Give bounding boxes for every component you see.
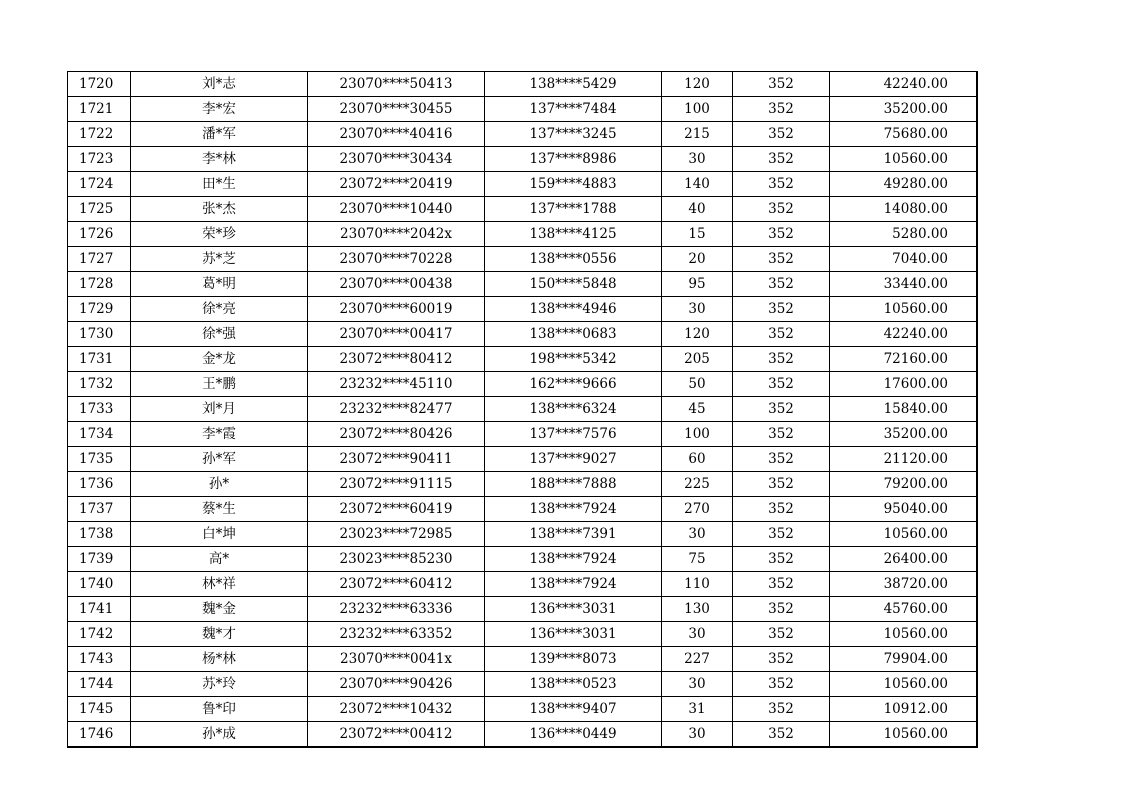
cell-quantity: 20 xyxy=(662,247,733,272)
cell-amount: 10560.00 xyxy=(830,147,978,172)
cell-serial-number: 1723 xyxy=(68,147,131,172)
cell-id-number: 23070****70228 xyxy=(308,247,485,272)
cell-phone: 138****4946 xyxy=(485,297,662,322)
cell-amount: 7040.00 xyxy=(830,247,978,272)
cell-serial-number: 1744 xyxy=(68,672,131,697)
cell-unit-price: 352 xyxy=(733,247,830,272)
cell-id-number: 23072****90411 xyxy=(308,447,485,472)
cell-serial-number: 1740 xyxy=(68,572,131,597)
cell-amount: 38720.00 xyxy=(830,572,978,597)
cell-quantity: 270 xyxy=(662,497,733,522)
cell-id-number: 23070****0041x xyxy=(308,647,485,672)
cell-quantity: 40 xyxy=(662,197,733,222)
cell-phone: 138****7924 xyxy=(485,497,662,522)
cell-serial-number: 1739 xyxy=(68,547,131,572)
cell-id-number: 23070****30455 xyxy=(308,97,485,122)
table-row xyxy=(68,347,978,372)
cell-quantity: 31 xyxy=(662,697,733,722)
cell-id-number: 23232****45110 xyxy=(308,372,485,397)
table-row xyxy=(68,547,978,572)
cell-id-number: 23070****2042x xyxy=(308,222,485,247)
cell-quantity: 30 xyxy=(662,147,733,172)
cell-phone: 137****9027 xyxy=(485,447,662,472)
cell-amount: 75680.00 xyxy=(830,122,978,147)
cell-amount: 14080.00 xyxy=(830,197,978,222)
cell-quantity: 30 xyxy=(662,522,733,547)
cell-name: 潘*军 xyxy=(131,122,308,147)
table-row xyxy=(68,597,978,622)
cell-serial-number: 1731 xyxy=(68,347,131,372)
cell-quantity: 215 xyxy=(662,122,733,147)
table-row xyxy=(68,622,978,647)
cell-unit-price: 352 xyxy=(733,547,830,572)
table-row xyxy=(68,647,978,672)
cell-quantity: 30 xyxy=(662,622,733,647)
cell-id-number: 23070****90426 xyxy=(308,672,485,697)
cell-name: 杨*林 xyxy=(131,647,308,672)
table-row xyxy=(68,72,978,97)
cell-amount: 10560.00 xyxy=(830,672,978,697)
table-row xyxy=(68,247,978,272)
table-row xyxy=(68,672,978,697)
cell-id-number: 23070****00438 xyxy=(308,272,485,297)
cell-id-number: 23232****63336 xyxy=(308,597,485,622)
table-row xyxy=(68,722,978,748)
cell-amount: 35200.00 xyxy=(830,97,978,122)
cell-phone: 138****0683 xyxy=(485,322,662,347)
cell-serial-number: 1743 xyxy=(68,647,131,672)
table-row xyxy=(68,472,978,497)
cell-id-number: 23072****60412 xyxy=(308,572,485,597)
cell-serial-number: 1734 xyxy=(68,422,131,447)
cell-name: 孙* xyxy=(131,472,308,497)
cell-amount: 79200.00 xyxy=(830,472,978,497)
cell-quantity: 120 xyxy=(662,72,733,97)
cell-amount: 5280.00 xyxy=(830,222,978,247)
cell-amount: 10560.00 xyxy=(830,297,978,322)
cell-name: 李*霞 xyxy=(131,422,308,447)
cell-serial-number: 1724 xyxy=(68,172,131,197)
cell-unit-price: 352 xyxy=(733,522,830,547)
cell-unit-price: 352 xyxy=(733,647,830,672)
cell-phone: 139****8073 xyxy=(485,647,662,672)
cell-unit-price: 352 xyxy=(733,97,830,122)
cell-quantity: 227 xyxy=(662,647,733,672)
cell-phone: 150****5848 xyxy=(485,272,662,297)
table-row xyxy=(68,397,978,422)
cell-serial-number: 1728 xyxy=(68,272,131,297)
cell-name: 徐*亮 xyxy=(131,297,308,322)
cell-id-number: 23072****60419 xyxy=(308,497,485,522)
cell-serial-number: 1720 xyxy=(68,72,131,97)
cell-serial-number: 1736 xyxy=(68,472,131,497)
cell-name: 孙*军 xyxy=(131,447,308,472)
cell-serial-number: 1733 xyxy=(68,397,131,422)
cell-id-number: 23072****80426 xyxy=(308,422,485,447)
table-row xyxy=(68,572,978,597)
cell-quantity: 45 xyxy=(662,397,733,422)
cell-name: 荣*珍 xyxy=(131,222,308,247)
cell-name: 苏*芝 xyxy=(131,247,308,272)
cell-quantity: 140 xyxy=(662,172,733,197)
cell-quantity: 130 xyxy=(662,597,733,622)
cell-serial-number: 1725 xyxy=(68,197,131,222)
cell-quantity: 60 xyxy=(662,447,733,472)
cell-amount: 72160.00 xyxy=(830,347,978,372)
cell-serial-number: 1726 xyxy=(68,222,131,247)
cell-amount: 33440.00 xyxy=(830,272,978,297)
cell-unit-price: 352 xyxy=(733,197,830,222)
cell-name: 李*林 xyxy=(131,147,308,172)
cell-unit-price: 352 xyxy=(733,447,830,472)
cell-amount: 17600.00 xyxy=(830,372,978,397)
table-row xyxy=(68,322,978,347)
cell-quantity: 75 xyxy=(662,547,733,572)
cell-id-number: 23070****10440 xyxy=(308,197,485,222)
cell-unit-price: 352 xyxy=(733,672,830,697)
cell-serial-number: 1746 xyxy=(68,722,131,748)
cell-quantity: 30 xyxy=(662,722,733,748)
cell-phone: 138****6324 xyxy=(485,397,662,422)
cell-name: 王*鹏 xyxy=(131,372,308,397)
cell-id-number: 23072****00412 xyxy=(308,722,485,748)
cell-phone: 138****7924 xyxy=(485,547,662,572)
cell-unit-price: 352 xyxy=(733,222,830,247)
table-row xyxy=(68,172,978,197)
cell-quantity: 110 xyxy=(662,572,733,597)
cell-id-number: 23232****63352 xyxy=(308,622,485,647)
cell-phone: 138****5429 xyxy=(485,72,662,97)
cell-name: 金*龙 xyxy=(131,347,308,372)
cell-name: 田*生 xyxy=(131,172,308,197)
cell-quantity: 95 xyxy=(662,272,733,297)
cell-unit-price: 352 xyxy=(733,622,830,647)
cell-phone: 138****7924 xyxy=(485,572,662,597)
cell-amount: 10560.00 xyxy=(830,622,978,647)
table-row xyxy=(68,97,978,122)
cell-unit-price: 352 xyxy=(733,572,830,597)
table-row xyxy=(68,122,978,147)
cell-name: 魏*才 xyxy=(131,622,308,647)
cell-amount: 15840.00 xyxy=(830,397,978,422)
table-row xyxy=(68,697,978,722)
cell-quantity: 50 xyxy=(662,372,733,397)
table-row xyxy=(68,372,978,397)
cell-quantity: 100 xyxy=(662,97,733,122)
cell-unit-price: 352 xyxy=(733,147,830,172)
cell-quantity: 30 xyxy=(662,297,733,322)
cell-name: 刘*志 xyxy=(131,72,308,97)
cell-quantity: 120 xyxy=(662,322,733,347)
cell-id-number: 23072****10432 xyxy=(308,697,485,722)
table-row xyxy=(68,497,978,522)
cell-unit-price: 352 xyxy=(733,272,830,297)
cell-phone: 138****0523 xyxy=(485,672,662,697)
cell-name: 苏*玲 xyxy=(131,672,308,697)
cell-amount: 10912.00 xyxy=(830,697,978,722)
cell-phone: 138****0556 xyxy=(485,247,662,272)
cell-name: 高* xyxy=(131,547,308,572)
cell-amount: 10560.00 xyxy=(830,522,978,547)
cell-id-number: 23072****91115 xyxy=(308,472,485,497)
data-table xyxy=(67,71,978,748)
cell-name: 李*宏 xyxy=(131,97,308,122)
cell-serial-number: 1730 xyxy=(68,322,131,347)
cell-id-number: 23072****20419 xyxy=(308,172,485,197)
cell-amount: 10560.00 xyxy=(830,722,978,748)
cell-phone: 138****9407 xyxy=(485,697,662,722)
cell-id-number: 23070****50413 xyxy=(308,72,485,97)
cell-phone: 137****8986 xyxy=(485,147,662,172)
cell-quantity: 225 xyxy=(662,472,733,497)
cell-phone: 137****7576 xyxy=(485,422,662,447)
cell-phone: 137****1788 xyxy=(485,197,662,222)
cell-phone: 188****7888 xyxy=(485,472,662,497)
cell-unit-price: 352 xyxy=(733,597,830,622)
cell-serial-number: 1742 xyxy=(68,622,131,647)
cell-serial-number: 1721 xyxy=(68,97,131,122)
cell-quantity: 15 xyxy=(662,222,733,247)
table-body xyxy=(68,72,978,748)
cell-phone: 162****9666 xyxy=(485,372,662,397)
cell-phone: 138****4125 xyxy=(485,222,662,247)
table-row xyxy=(68,272,978,297)
cell-name: 孙*成 xyxy=(131,722,308,748)
cell-phone: 137****3245 xyxy=(485,122,662,147)
cell-name: 魏*金 xyxy=(131,597,308,622)
cell-unit-price: 352 xyxy=(733,497,830,522)
cell-quantity: 30 xyxy=(662,672,733,697)
cell-serial-number: 1738 xyxy=(68,522,131,547)
cell-amount: 42240.00 xyxy=(830,72,978,97)
cell-serial-number: 1729 xyxy=(68,297,131,322)
cell-id-number: 23023****72985 xyxy=(308,522,485,547)
cell-amount: 79904.00 xyxy=(830,647,978,672)
table-row xyxy=(68,297,978,322)
cell-unit-price: 352 xyxy=(733,72,830,97)
cell-amount: 21120.00 xyxy=(830,447,978,472)
cell-id-number: 23070****30434 xyxy=(308,147,485,172)
table-row xyxy=(68,447,978,472)
table-row xyxy=(68,147,978,172)
table-row xyxy=(68,222,978,247)
cell-serial-number: 1732 xyxy=(68,372,131,397)
cell-phone: 137****7484 xyxy=(485,97,662,122)
cell-id-number: 23070****40416 xyxy=(308,122,485,147)
cell-phone: 136****3031 xyxy=(485,622,662,647)
cell-serial-number: 1741 xyxy=(68,597,131,622)
cell-unit-price: 352 xyxy=(733,472,830,497)
cell-amount: 42240.00 xyxy=(830,322,978,347)
cell-unit-price: 352 xyxy=(733,372,830,397)
cell-name: 白*坤 xyxy=(131,522,308,547)
cell-quantity: 100 xyxy=(662,422,733,447)
cell-id-number: 23070****60019 xyxy=(308,297,485,322)
cell-id-number: 23023****85230 xyxy=(308,547,485,572)
cell-unit-price: 352 xyxy=(733,422,830,447)
cell-serial-number: 1745 xyxy=(68,697,131,722)
cell-unit-price: 352 xyxy=(733,697,830,722)
cell-phone: 198****5342 xyxy=(485,347,662,372)
cell-unit-price: 352 xyxy=(733,122,830,147)
cell-phone: 159****4883 xyxy=(485,172,662,197)
table-row xyxy=(68,422,978,447)
table-row xyxy=(68,522,978,547)
cell-serial-number: 1735 xyxy=(68,447,131,472)
cell-serial-number: 1737 xyxy=(68,497,131,522)
cell-amount: 45760.00 xyxy=(830,597,978,622)
cell-amount: 26400.00 xyxy=(830,547,978,572)
cell-amount: 35200.00 xyxy=(830,422,978,447)
cell-id-number: 23072****80412 xyxy=(308,347,485,372)
table-row xyxy=(68,197,978,222)
cell-unit-price: 352 xyxy=(733,297,830,322)
cell-name: 林*祥 xyxy=(131,572,308,597)
cell-name: 刘*月 xyxy=(131,397,308,422)
cell-phone: 138****7391 xyxy=(485,522,662,547)
cell-quantity: 205 xyxy=(662,347,733,372)
cell-id-number: 23232****82477 xyxy=(308,397,485,422)
cell-serial-number: 1727 xyxy=(68,247,131,272)
cell-serial-number: 1722 xyxy=(68,122,131,147)
cell-name: 鲁*印 xyxy=(131,697,308,722)
cell-unit-price: 352 xyxy=(733,322,830,347)
cell-phone: 136****3031 xyxy=(485,597,662,622)
cell-name: 张*杰 xyxy=(131,197,308,222)
cell-name: 徐*强 xyxy=(131,322,308,347)
cell-unit-price: 352 xyxy=(733,172,830,197)
cell-name: 蔡*生 xyxy=(131,497,308,522)
cell-name: 葛*明 xyxy=(131,272,308,297)
cell-amount: 49280.00 xyxy=(830,172,978,197)
cell-unit-price: 352 xyxy=(733,397,830,422)
cell-id-number: 23070****00417 xyxy=(308,322,485,347)
cell-unit-price: 352 xyxy=(733,722,830,748)
cell-unit-price: 352 xyxy=(733,347,830,372)
cell-amount: 95040.00 xyxy=(830,497,978,522)
cell-phone: 136****0449 xyxy=(485,722,662,748)
